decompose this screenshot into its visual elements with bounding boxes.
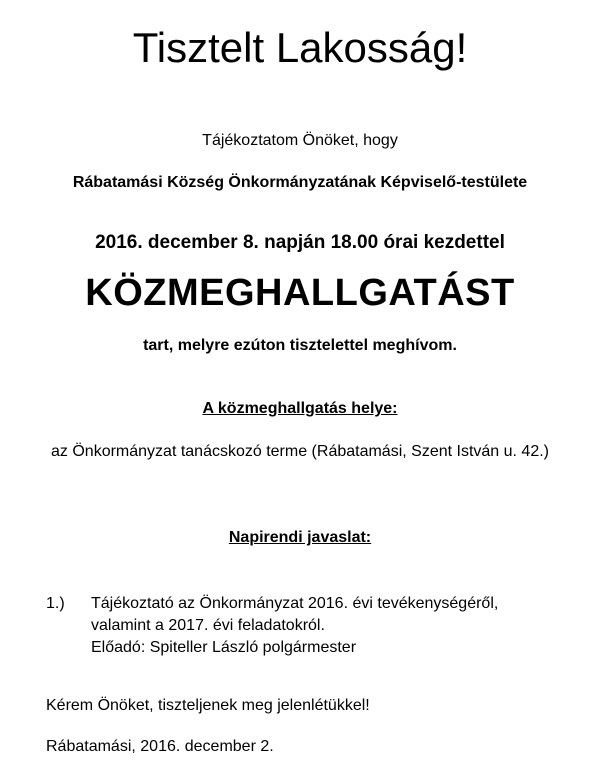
agenda-item-line: Tájékoztató az Önkormányzat 2016. évi tevékenységéről, [91,595,499,612]
page-title: Tisztelt Lakosság! [132,24,468,71]
invitation-text: tart, melyre ezúton tisztelettel meghívom. [143,337,457,354]
agenda-heading: Napirendi javaslat: [228,529,372,546]
council-name: Rábatamási Község Önkormányzatának Képviselő-testülete [72,174,528,191]
intro-text: Tájékoztatom Önöket, hogy [202,132,398,149]
venue-text: az Önkormányzat tanácskozó terme (Rábatamási, Szent István u. 42.) [51,443,549,460]
agenda-item-line: valamint a 2017. évi feladatokról. [91,617,325,634]
headline: KÖZMEGHALLGATÁST [85,272,515,314]
venue-heading: A közmeghallgatás helye: [202,400,398,417]
agenda-item-presenter: Előadó: Spiteller László polgármester [91,639,357,656]
agenda-item-number: 1.) [46,595,65,612]
meeting-date: 2016. december 8. napján 18.00 órai kezdettel [95,232,505,253]
closing-text: Kérem Önöket, tiszteljenek meg jelenlétükkel! [46,697,370,714]
place-date-signoff: Rábatamási, 2016. december 2. [46,738,274,755]
agenda-item [91,593,581,659]
